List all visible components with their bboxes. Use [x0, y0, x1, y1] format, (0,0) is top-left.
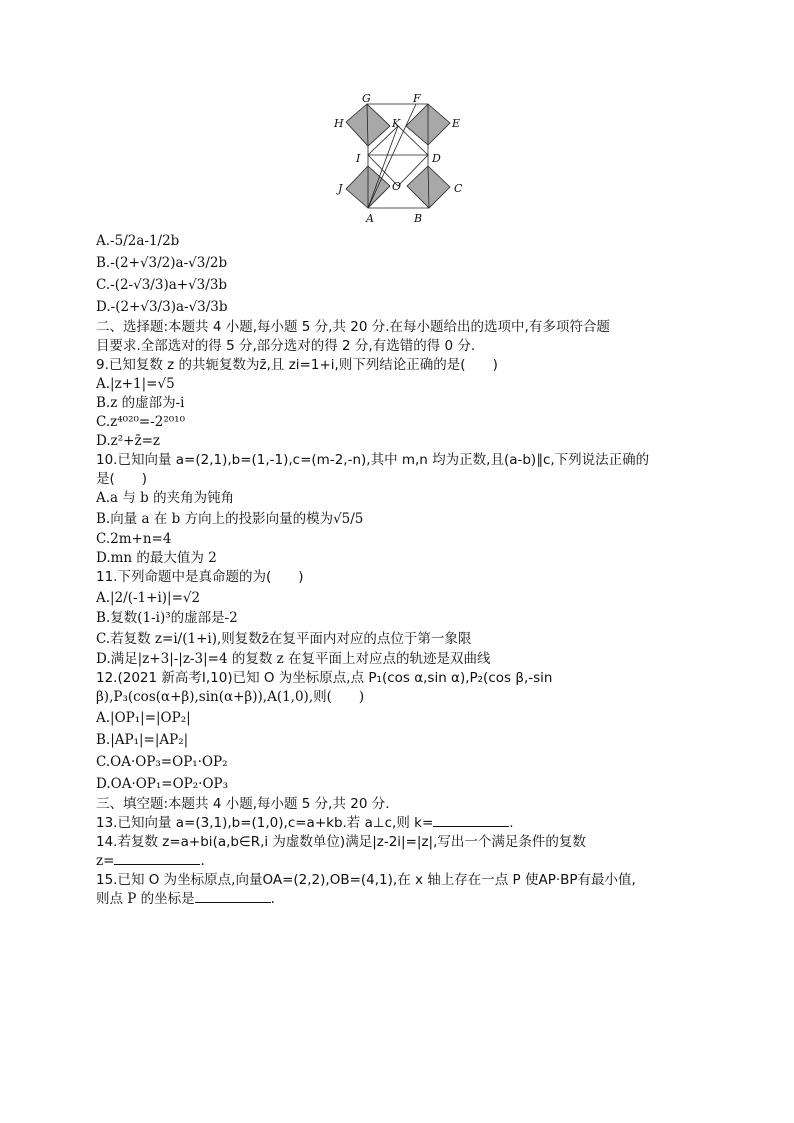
q13-line — [96, 814, 706, 833]
q9-option-c: C.z⁴⁰²⁰=-2²⁰¹⁰ — [96, 414, 186, 430]
q14-end: . — [200, 853, 205, 869]
label-K: K — [392, 117, 401, 130]
q10-option-d: D.mn 的最大值为 2 — [96, 550, 217, 566]
label-I: I — [356, 152, 361, 165]
q14-line2 — [96, 852, 706, 871]
q10-option-a: A.a 与 b 的夹角为钝角 — [96, 490, 235, 506]
q15-stem-line2: 则点 P 的坐标是 — [96, 891, 195, 907]
q13-stem: 13.已知向量 a=(3,1),b=(1,0),c=a+kb.若 a⊥c,则 k= — [96, 815, 434, 831]
label-A: A — [366, 212, 374, 225]
q11-option-c: C.若复数 z=i/(1+i),则复数z̄在复平面内对应的点位于第一象限 — [96, 631, 472, 647]
q13-answer-blank[interactable] — [433, 814, 509, 827]
label-B: B — [414, 212, 423, 225]
geometry-figure — [330, 92, 466, 228]
q10-stem-line2: 是( ) — [96, 471, 148, 487]
q12-option-c: C.OA·OP₃=OP₁·OP₂ — [96, 754, 228, 770]
q14-answer-blank[interactable] — [114, 852, 200, 865]
label-D: D — [432, 152, 441, 165]
q10-option-c: C.2m+n=4 — [96, 531, 172, 547]
q15-end: . — [270, 891, 275, 907]
q11-option-a: A.|2/(-1+i)|=√2 — [96, 590, 201, 606]
label-G: G — [362, 92, 371, 105]
q14-prefix: z= — [96, 853, 115, 869]
q8-option-d: D.-(2+√3/3)a-√3/3b — [96, 299, 228, 315]
label-H: H — [334, 117, 344, 130]
q14-stem-line1: 14.若复数 z=a+bi(a,b∈R,i 为虚数单位)满足|z-2i|=|z|,写出一个满足条件的复数 — [96, 834, 586, 850]
q9-option-b: B.z 的虚部为-i — [96, 395, 185, 411]
section2-title-line1: 二、选择题:本题共 4 小题,每小题 5 分,共 20 分.在每小题给出的选项中,有多项符合题 — [96, 319, 610, 335]
q10-stem-line1: 10.已知向量 a=(2,1),b=(1,-1),c=(m-2,-n),其中 m,n 均为正数,且(a-b)∥c,下列说法正确的 — [96, 452, 650, 468]
q13-end: . — [509, 815, 514, 831]
q12-option-a: A.|OP₁|=|OP₂| — [96, 710, 191, 726]
q12-option-d: D.OA·OP₁=OP₂·OP₃ — [96, 776, 229, 792]
label-O: O — [392, 180, 402, 193]
label-J: J — [338, 182, 343, 195]
q8-option-a: A.-5/2a-1/2b — [96, 233, 180, 249]
q11-option-d: D.满足|z+3|-|z-3|=4 的复数 z 在复平面上对应点的轨迹是双曲线 — [96, 651, 491, 667]
q12-stem-line1: 12.(2021 新高考Ⅰ,10)已知 O 为坐标原点,点 P₁(cos α,sin α),P₂(cos β,-sin — [96, 670, 553, 686]
q15-answer-blank[interactable] — [195, 890, 271, 903]
label-E: E — [452, 117, 461, 130]
q9-option-d: D.z²+z̄=z — [96, 433, 161, 449]
q8-option-b: B.-(2+√3/2)a-√3/2b — [96, 255, 228, 271]
q9-option-a: A.|z+1|=√5 — [96, 376, 175, 392]
q9-stem: 9.已知复数 z 的共轭复数为z̄,且 zi=1+i,则下列结论正确的是( ) — [96, 357, 498, 373]
q12-stem-line2: β),P₃(cos(α+β),sin(α+β)),A(1,0),则( ) — [96, 689, 365, 705]
q10-option-b: B.向量 a 在 b 方向上的投影向量的模为√5/5 — [96, 511, 364, 527]
section2-title-line2: 目要求.全部选对的得 5 分,部分选对的得 2 分,有选错的得 0 分. — [96, 338, 476, 354]
q8-option-c: C.-(2-√3/3)a+√3/3b — [96, 277, 228, 293]
label-F: F — [413, 92, 421, 105]
q15-line2 — [96, 890, 706, 909]
question-content — [96, 230, 706, 909]
q11-option-b: B.复数(1-i)³的虚部是-2 — [96, 610, 238, 626]
label-C: C — [454, 182, 463, 195]
q11-stem: 11.下列命题中是真命题的为( ) — [96, 569, 304, 585]
section3-title: 三、填空题:本题共 4 小题,每小题 5 分,共 20 分. — [96, 796, 390, 812]
q12-option-b: B.|AP₁|=|AP₂| — [96, 732, 189, 748]
q15-stem-line1: 15.已知 O 为坐标原点,向量OA=(2,2),OB=(4,1),在 x 轴上存在一点 P 使AP·BP有最小值, — [96, 872, 636, 888]
